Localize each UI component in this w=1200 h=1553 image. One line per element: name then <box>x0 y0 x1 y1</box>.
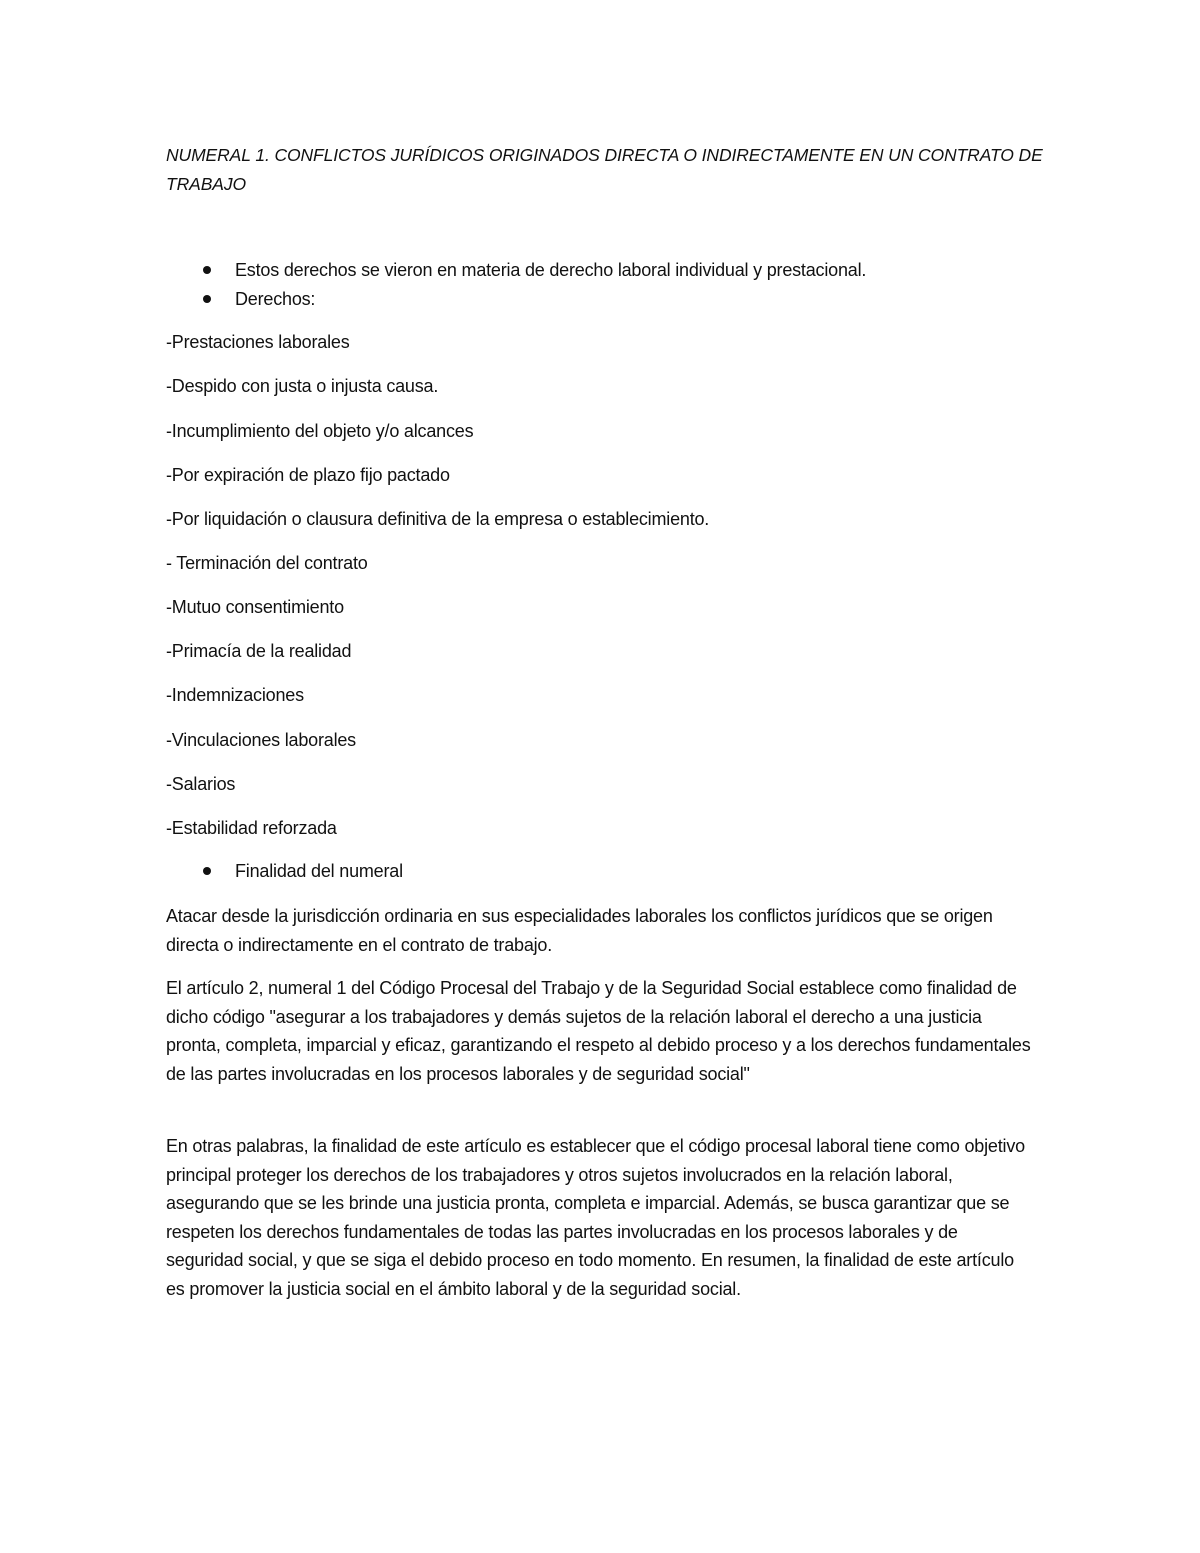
section-heading: NUMERAL 1. CONFLICTOS JURÍDICOS ORIGINADOS DIRECTA O INDIRECTAMENTE EN UN CONTRATO DE TRABAJO <box>166 145 1043 194</box>
list-item: -Incumplimiento del objeto y/o alcances <box>166 421 474 441</box>
bullet-text: Derechos: <box>235 289 316 309</box>
bullet-text: Finalidad del numeral <box>235 861 403 881</box>
list-item: - Terminación del contrato <box>166 553 368 573</box>
bullet-text: Estos derechos se vieron en materia de derecho laboral individual y prestacional. <box>235 260 867 280</box>
bullet-icon <box>203 266 211 274</box>
list-item: -Vinculaciones laborales <box>166 730 356 750</box>
bullet-icon <box>203 295 211 303</box>
list-item: -Mutuo consentimiento <box>166 597 344 617</box>
list-item: -Prestaciones laborales <box>166 332 350 352</box>
list-item: -Primacía de la realidad <box>166 641 352 661</box>
list-item: -Indemnizaciones <box>166 685 304 705</box>
list-item: -Salarios <box>166 774 236 794</box>
list-item: -Despido con justa o injusta causa. <box>166 376 439 396</box>
bullet-icon <box>203 867 211 875</box>
paragraph: El artículo 2, numeral 1 del Código Procesal del Trabajo y de la Seguridad Social establece como finalidad de dicho código "asegurar a los trabajadores y demás sujetos de la relación laboral el derecho a una justicia pronta, completa, imparcial y eficaz, garantizando el respeto al debido proceso y a los derechos fundamentales de las partes involucradas en los procesos laborales y de seguridad social" <box>166 978 1031 1084</box>
bullet-item <box>203 857 403 886</box>
bullet-item <box>203 285 315 314</box>
bullet-item <box>203 256 866 285</box>
list-item: -Estabilidad reforzada <box>166 818 337 838</box>
list-item: -Por expiración de plazo fijo pactado <box>166 465 450 485</box>
paragraph: Atacar desde la jurisdicción ordinaria en sus especialidades laborales los conflictos jurídicos que se origen directa o indirectamente en el contrato de trabajo. <box>166 906 993 955</box>
list-item: -Por liquidación o clausura definitiva de la empresa o establecimiento. <box>166 509 710 529</box>
paragraph: En otras palabras, la finalidad de este artículo es establecer que el código procesal laboral tiene como objetivo principal proteger los derechos de los trabajadores y otros sujetos involucrados en la relación laboral, asegurando que se les brinde una justicia pronta, completa e imparcial. Además, se busca garantizar que se respeten los derechos fundamentales de todas las partes involucradas en los procesos laborales y de seguridad social, y que se siga el debido proceso en todo momento. En resumen, la finalidad de este artículo es promover la justicia social en el ámbito laboral y de la seguridad social. <box>166 1136 1025 1299</box>
